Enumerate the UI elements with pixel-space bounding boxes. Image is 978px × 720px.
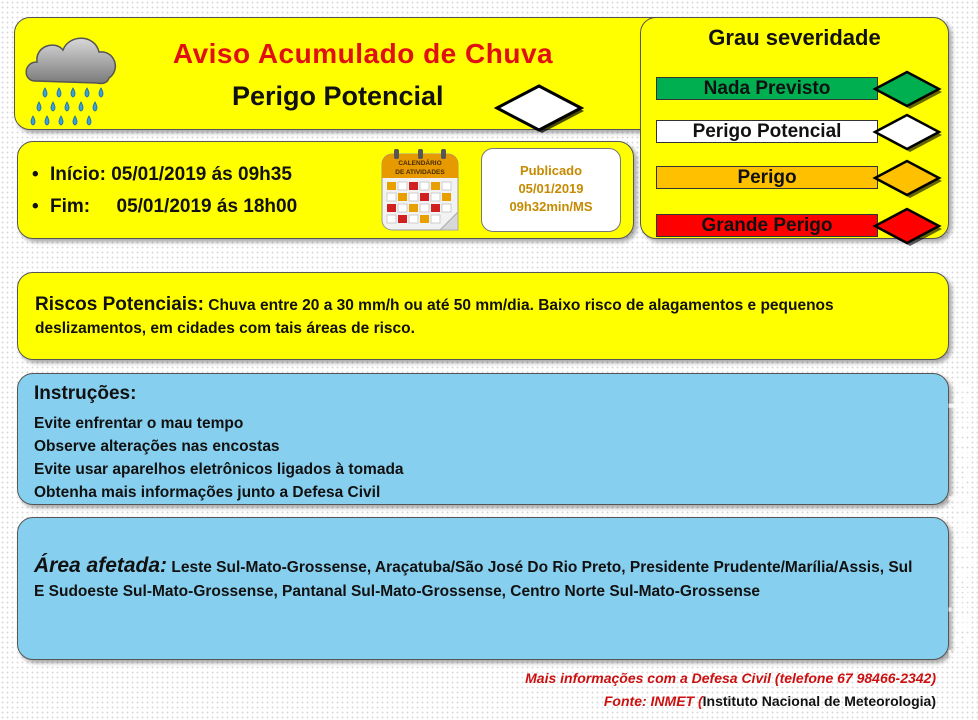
- calendar-title: CALENDÁRIO: [398, 160, 442, 167]
- affected-area-panel: [17, 517, 949, 660]
- list-item: Evite usar aparelhos eletrônicos ligados à tomada: [34, 461, 404, 478]
- alert-level-label: Perigo Potencial: [232, 81, 444, 111]
- list-item: Observe alterações nas encostas: [34, 438, 280, 455]
- published-box: [481, 148, 621, 232]
- list-item: Evite enfrentar o mau tempo: [34, 415, 244, 432]
- severity-level-potential: [656, 112, 939, 152]
- end-line: [32, 196, 297, 218]
- severity-level-none: [656, 69, 939, 109]
- risks-text: [35, 293, 928, 340]
- affected-area-list: Leste Sul-Mato-Grossense, Araçatuba/São José Do Rio Preto, Presidente Prudente/Marília/Assis, Sul E Sudoeste Sul-Mato-Grossense, Pantanal Sul-Mato-Grossense, Centro Norte Sul-Mato-Grossense: [34, 559, 913, 600]
- published-label: Publicado: [519, 163, 583, 178]
- affected-area-label: Área afetada:: [34, 554, 168, 577]
- start-line: [32, 164, 292, 186]
- watermark: fcaiuspeed.com.br: [944, 377, 977, 660]
- end-label: Fim:: [50, 196, 91, 217]
- severity-level-great-danger: [656, 206, 939, 246]
- severity-label: Perigo Potencial: [656, 120, 878, 143]
- severity-title: Grau severidade: [708, 25, 881, 50]
- footer-source-prefix: Fonte: INMET (: [603, 693, 703, 709]
- severity-diamond: [872, 69, 942, 109]
- severity-label: Perigo: [656, 166, 878, 189]
- calendar-icon: [378, 148, 464, 234]
- risks-label: Riscos Potenciais:: [35, 294, 204, 315]
- published-time: 09h32min/MS: [509, 199, 593, 214]
- severity-diamond: [872, 112, 942, 152]
- footer-contact: Mais informações com a Defesa Civil (telefone 67 98466-2342): [525, 670, 936, 686]
- start-label: Início:: [50, 164, 106, 185]
- instructions-title: Instruções:: [34, 383, 137, 404]
- bullet: •: [32, 164, 39, 185]
- risks-description: Chuva entre 20 a 30 mm/h ou até 50 mm/dia. Baixo risco de alagamentos e pequenos deslizamentos, em cidades com tais áreas de risco.: [35, 297, 834, 337]
- footer: [525, 667, 936, 713]
- instructions-list: [34, 412, 404, 504]
- risks-panel: [17, 272, 949, 360]
- list-item: Obtenha mais informações junto a Defesa Civil: [34, 484, 381, 501]
- period-panel: [17, 141, 634, 239]
- affected-area-text: [34, 554, 926, 604]
- severity-diamond: [872, 158, 942, 198]
- published-date: 05/01/2019: [518, 181, 584, 196]
- severity-legend: [640, 17, 949, 239]
- footer-source: [525, 690, 936, 713]
- severity-level-danger: [656, 158, 939, 198]
- start-value: 05/01/2019 ás 09h35: [111, 164, 292, 185]
- severity-diamond: [872, 206, 942, 246]
- rain-cloud-icon: [23, 26, 123, 136]
- severity-label: Nada Previsto: [656, 77, 878, 100]
- calendar-subtitle: DE ATIVIDADES: [395, 169, 445, 176]
- bullet: •: [32, 196, 39, 217]
- alert-title: Aviso Acumulado de Chuva: [172, 38, 554, 69]
- footer-source-rest: Instituto Nacional de Meteorologia): [702, 693, 936, 709]
- end-value: 05/01/2019 ás 18h00: [116, 196, 298, 217]
- alert-header: [14, 17, 674, 130]
- severity-label: Grande Perigo: [656, 214, 878, 237]
- instructions-panel: [17, 373, 949, 505]
- alert-level-diamond: [493, 82, 585, 134]
